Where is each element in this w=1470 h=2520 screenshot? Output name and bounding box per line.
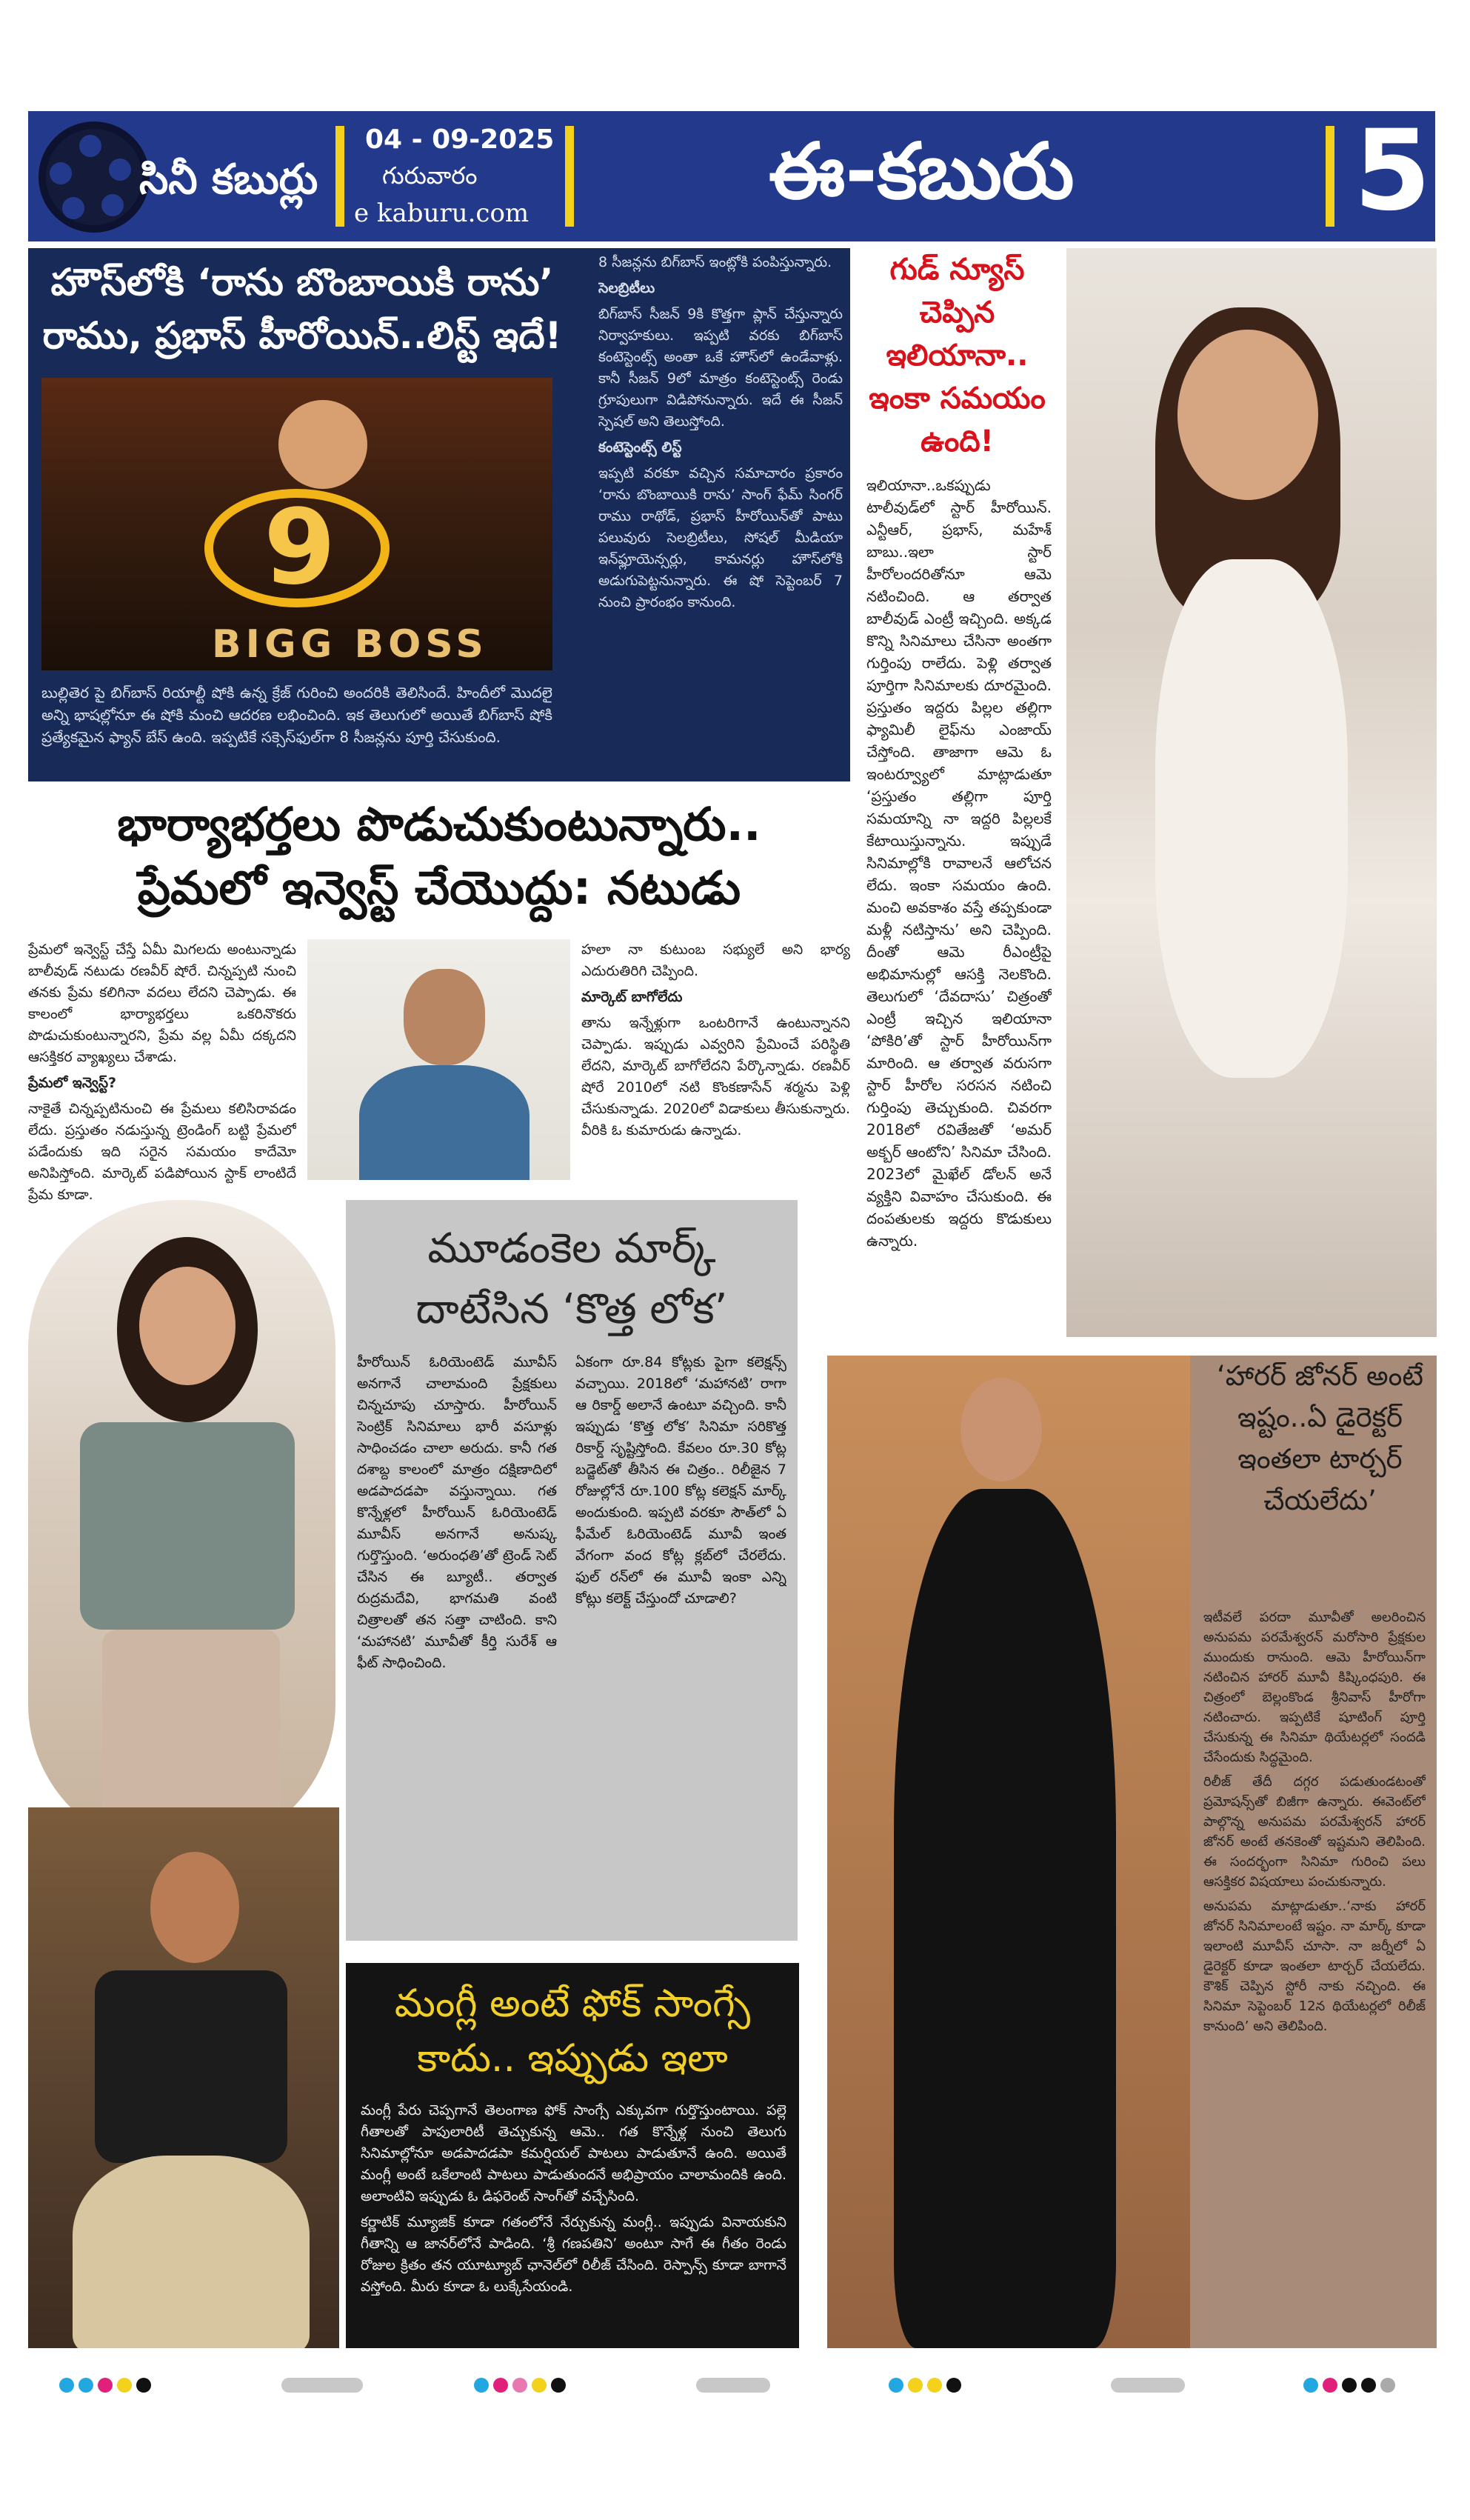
film-reel-icon <box>39 121 150 233</box>
story-headline: ‘హారర్ జోనర్ అంటే ఇష్టం..ఏ డైరెక్టర్ ఇంతలా టార్చర్ చేయలేదు’ <box>1217 1360 1423 1516</box>
bigg-boss-image <box>41 378 552 670</box>
ileana-headline: గుడ్ న్యూస్ చెప్పిన ఇలియానా.. ఇంకా సమయం ఉంది! <box>869 253 1046 459</box>
print-registration-marks <box>0 2378 1470 2407</box>
actor-photo <box>307 939 570 1180</box>
page-number: 5 <box>1354 107 1431 236</box>
story-body: మంగ్లీ పేరు చెప్పగానే తెలంగాణ ఫోక్ సాంగ్సే ఎక్కువగా గుర్తొస్తుంటాయి. పల్లె గీతాలతో పాపులారిటీ తెచ్చుకున్న ఆమె.. గత కొన్నేళ్ల నుంచి తెలుగు సినిమాల్లోనూ అడపాదడపా కమర్షియల్ పాటలు పాడుతూనే ఉంది. అయితే మంగ్లీ అంటే ఒకేలాంటి పాటలు పాడుతుందనే అభిప్రాయం చాలామందికి ఉంది. అలాంటివి ఇప్పుడు ఓ డిఫరెంట్ సాంగ్‌తో వచ్చేసింది. కర్ణాటిక్ మ్యూజిక్ కూడా గతంలోనే నేర్చుకున్న మంగ్లీ.. ఇప్పుడు వినాయకుని గీతాన్ని ఆ జానర్‌లోనే పాడింది. ‘శ్రీ గణపతిని’ అంటూ సాగే ఈ గీతం రెండు రోజుల క్రితం తన యూట్యూబ్ ఛానెల్‌లో రిలీజ్ చేసింది. రెస్పాన్స్ కూడా బాగానే వస్తోంది. మీరు కూడా ఓ లుక్కేసేయండి. <box>361 2102 786 2295</box>
season-badge: 9 <box>264 487 336 608</box>
masthead <box>28 107 1435 241</box>
header-divider <box>335 126 344 227</box>
actress-photo <box>827 1356 1190 2348</box>
story-body-left: హీరోయిన్ ఓరియెంటెడ్ మూవీస్ అనగానే చాలామంది ప్రేక్షకులు చిన్నచూపు చూస్తారు. హీరోయిన్ సెంట్రిక్ సినిమాలు భారీ వసూళ్లు సాధించడం చాలా అరుదు. కానీ గత దశాబ్ద కాలంలో మాత్రం దక్షిణాదిలో అడపాదడపా వస్తున్నాయి. గత కొన్నేళ్లలో హీరోయిన్ ఓరియెంటెడ్ మూవీస్ అనగానే అనుష్క గుర్తొస్తుంది. ‘అరుంధతి’తో ట్రెండ్ సెట్ చేసిన ఈ బ్యూటీ.. తర్వాత రుద్రమదేవి, భాగమతి వంటి చిత్రాలతో తన సత్తా చాటింది. కాని ‘మహానటి’ మూవీతో కీర్తి సురేశ్ ఆ ఫీట్ సాధించింది. <box>357 1354 557 1671</box>
issue-day: గురువారం <box>382 161 478 190</box>
host-figure <box>278 400 367 489</box>
story-body: ఇటీవలే పరదా మూవీతో అలరించిన అనుపమ పరమేశ్వరన్ మరోసారి ప్రేక్షకుల ముందుకు రానుంది. ఆమె హీరోయిన్‌గా నటించిన హారర్ మూవీ కిష్కింధపురి. ఈ చిత్రంలో బెల్లంకొండ శ్రీనివాస్ హీరోగా నటించారు. ఇప్పటికే షూటింగ్ పూర్తి చేసుకున్న ఈ సినిమా థియేటర్లలో సందడి చేసేందుకు సిద్ధమైంది. రిలీజ్ తేదీ దగ్గర పడుతుండటంతో ప్రమోషన్స్‌తో బిజీగా ఉన్నారు. ఈవెంట్‌లో పాల్గొన్న అనుపమ పరమేశ్వరన్ హారర్ జోనర్ అంటే తనకెంతో ఇష్టమని తెలిపింది. ఈ సందర్భంగా సినిమా గురించి పలు ఆసక్తికర విషయాలు పంచుకున్నారు. అనుపమ మాట్లాడుతూ..‘నాకు హారర్ జోనర్ సినిమాలంటే ఇష్టం. నా మార్క్ కూడా ఇలాంటి మూవీస్ చూసా. నా జర్నీలో ఏ డైరెక్టర్ కూడా ఇంతలా టార్చర్ చేయలేదు. కౌశిక్ చెప్పిన స్టోరీ నాకు నచ్చింది. ఈ సినిమా సెప్టెంబర్ 12న థియేటర్లలో రిలీజ్ కానుంది’ అని తెలిపింది. <box>1203 1610 1426 2034</box>
bigg-boss-story <box>28 248 850 781</box>
website-link[interactable]: e kaburu.com <box>354 199 529 228</box>
story-body-left: బుల్లితెర పై బిగ్‌బాస్ రియాల్టీ షోకి ఉన్న క్రేజ్ గురించి అందరికి తెలిసిందే. హిందీలో మొదలై అన్ని భాషల్లోనూ ఈ షోకి మంచి ఆదరణ లభించింది. ఇక తెలుగులో అయితే బిగ్‌బాస్ షోకి ప్రత్యేకమైన ఫ్యాన్ బేస్ ఉంది. ఇప్పటికే సక్సెస్‌ఫుల్‌గా 8 సీజన్లను పూర్తి చేసుకుంది. <box>41 684 552 746</box>
ileana-photo <box>1066 248 1437 1337</box>
section-logo-text: సినీ కబుర్లు <box>139 156 318 204</box>
story-headline: భార్యాభర్తలు పొడుచుకుంటున్నారు.. ప్రేమలో ఇన్వెస్ట్ చేయొద్దు: నటుడు <box>117 797 761 915</box>
header-divider <box>565 126 574 227</box>
story-headline: హౌస్‌లోకి ‘రాను బొంబాయికి రాను’ రాము, ప్రభాస్ హీరోయిన్..లిస్ట్ ఇదే! <box>42 261 562 357</box>
show-logo-text: BIGG BOSS <box>212 622 488 667</box>
story-headline: మూడంకెల మార్క్ దాటేసిన ‘కొత్త లోక’ <box>415 1224 728 1333</box>
story-body-right: 8 సీజన్లను బిగ్‌బాస్ ఇంట్లోకి పంపిస్తున్నారు. సెలబ్రిటీలు బిగ్‌బాస్ సీజన్ 9కి కొత్తగా ప్లాన్ చేస్తున్నారు నిర్వాహకులు. ఇప్పటి వరకు బిగ్‌బాస్ కంటెస్టెంట్స్ అంతా ఒకే హౌస్‌లో ఉండేవాళ్లు. కానీ సీజన్ 9లో మాత్రం కంటెస్టెంట్స్ రెండు గ్రూపులుగా విడిపోనున్నారు. ఇదే ఈ సీజన్ స్పెషల్ అని తెలుస్తోంది. కంటెస్టెంట్స్ లిస్ట్ ఇప్పటి వరకూ వచ్చిన సమాచారం ప్రకారం ‘రాను బొంబాయికి రాను’ సాంగ్ ఫేమ్ సింగర్ రాము రాథోడ్, ప్రభాస్ హీరోయిన్‌తో పాటు పలువురు సెలబ్రిటీలు, సోషల్ మీడియా ఇన్‌ఫ్లూయెన్సర్లు, కామనర్లు హౌస్‌లోకి అడుగుపెట్టనున్నారు. ఈ షో సెప్టెంబర్ 7 నుంచి ప్రారంభం కానుంది. <box>598 254 843 610</box>
story-body-left: ప్రేమలో ఇన్వెస్ట్ చేస్తే ఏమీ మిగలదు అంటున్నాడు బాలీవుడ్ నటుడు రణవీర్ షోరే. చిన్నప్పటి నుంచి తనకు ప్రేమ కలిగినా వదలు లేదని చెప్పాడు. ఈ కాలంలో భార్యాభర్తలు ఒకరినొకరు పొడుచుకుంటున్నారని, ప్రేమ వల్ల ఏమీ దక్కదని ఆసక్తికర వ్యాఖ్యలు చేశాడు. ప్రేమలో ఇన్వెస్ట్? నాకైతే చిన్నప్పటినుంచి ఈ ప్రేమలు కలిసిరావడం లేదు. ప్రస్తుతం నడుస్తున్న ట్రెండింగ్ బట్టి ప్రేమలో పడేందుకు ఇది సరైన సమయం కాదేమో అనిపిస్తోంది. మార్కెట్ పడిపోయిన స్టాక్ లాంటిదే ప్రేమ కూడా. <box>28 941 296 1203</box>
ileana-story-body: ఇలియానా..ఒకప్పుడు టాలీవుడ్‌లో స్టార్ హీరోయిన్. ఎన్టీఆర్, ప్రభాస్, మహేశ్ బాబు..ఇలా స్టార్ హీరోలందరితోనూ ఆమె నటించింది. ఆ తర్వాత బాలీవుడ్ ఎంట్రీ ఇచ్చింది. అక్కడ కొన్ని సినిమాలు చేసినా అంతగా గుర్తింపు రాలేదు. పెళ్లి తర్వాత పూర్తిగా సినిమాలకు దూరమైంది. ప్రస్తుతం ఇద్దరు పిల్లల తల్లిగా ఫ్యామిలీ లైఫ్‌ను ఎంజాయ్ చేస్తోంది. తాజాగా ఆమె ఓ ఇంటర్వ్యూలో మాట్లాడుతూ ‘ప్రస్తుతం తల్లిగా పూర్తి సమయాన్ని నా ఇద్దరి పిల్లలకే కేటాయిస్తున్నాను. ఇప్పుడే సినిమాల్లోకి రావాలనే ఆలోచన లేదు. ఇంకా సమయం ఉంది. మంచి అవకాశం వస్తే తప్పకుండా మళ్లీ నటిస్తాను’ అని చెప్పింది. దీంతో ఆమె రీఎంట్రీపై అభిమానుల్లో ఆసక్తి నెలకొంది. తెలుగులో ‘దేవదాసు’ చిత్రంతో ఎంట్రీ ఇచ్చిన ఇలియానా ‘పోకిరి’తో స్టార్ హీరోయిన్‌గా మారింది. ఆ తర్వాత వరుసగా స్టార్ హీరోల సరసన నటించి గుర్తింపు తెచ్చుకుంది. చివరగా 2018లో రవితేజతో ‘అమర్ అక్బర్ ఆంటోని’ సినిమా చేసింది. 2023లో మైఖేల్ డోలన్ అనే వ్యక్తిని వివాహం చేసుకుంది. ఈ దంపతులకు ఇద్దరు కొడుకులు ఉన్నారు. <box>866 476 1052 1250</box>
header-divider <box>1326 126 1334 227</box>
mangli-story <box>346 1963 799 2348</box>
singer-photo <box>28 1807 339 2348</box>
actress-photo <box>28 1200 335 1852</box>
story-body-right: ఏకంగా రూ.84 కోట్లకు పైగా కలెక్షన్స్ వచ్చాయి. 2018లో ‘మహానటి’ రాగా ఆ రికార్డ్ అలానే ఉంటూ వచ్చింది. కానీ ఇప్పుడు ‘కొత్త లోక’ సినిమా సరికొత్త రికార్డ్ సృష్టిస్తోంది. కేవలం రూ.30 కోట్ల బడ్జెట్‌తో తీసిన ఈ చిత్రం.. రిలీజైన 7 రోజుల్లోనే రూ.100 కోట్ల కలెక్షన్ మార్క్ అందుకుంది. ఇప్పటి వరకూ సౌత్‌లో ఏ ఫీమేల్ ఓరియెంటెడ్ మూవీ ఇంత వేగంగా వంద కోట్ల క్లబ్‌లో చేరలేదు. ఫుల్ రన్‌లో ఈ మూవీ ఇంకా ఎన్ని కోట్లు కలెక్ట్ చేస్తుందో చూడాలి? <box>575 1354 786 1607</box>
story-body-right: హలా నా కుటుంబ సభ్యులే అని భార్య ఎదురుతిరిగి చెప్పింది. మార్కెట్ బాగోలేదు తాను ఇన్నేళ్లుగా ఒంటరిగానే ఉంటున్నానని చెప్పాడు. ఇప్పుడు ఎవ్వరిని ప్రేమించే పరిస్థితి లేదని, మార్కెట్ బాగోలేదని పేర్కొన్నాడు. రణవీర్ షోరే 2010లో నటి కొంకణాసేన్ శర్మను పెళ్లి చేసుకున్నాడు. 2020లో విడాకులు తీసుకున్నారు. వీరికి ఓ కుమారుడు ఉన్నాడు. <box>581 941 850 1139</box>
newspaper-brand: ఈ-కబురు <box>769 126 1075 216</box>
issue-date: 04 - 09-2025 <box>365 124 555 155</box>
kotha-loka-story <box>346 1200 798 1941</box>
story-headline: మంగ్లీ అంటే ఫోక్ సాంగ్సే కాదు.. ఇప్పుడు ఇలా <box>394 1981 751 2081</box>
